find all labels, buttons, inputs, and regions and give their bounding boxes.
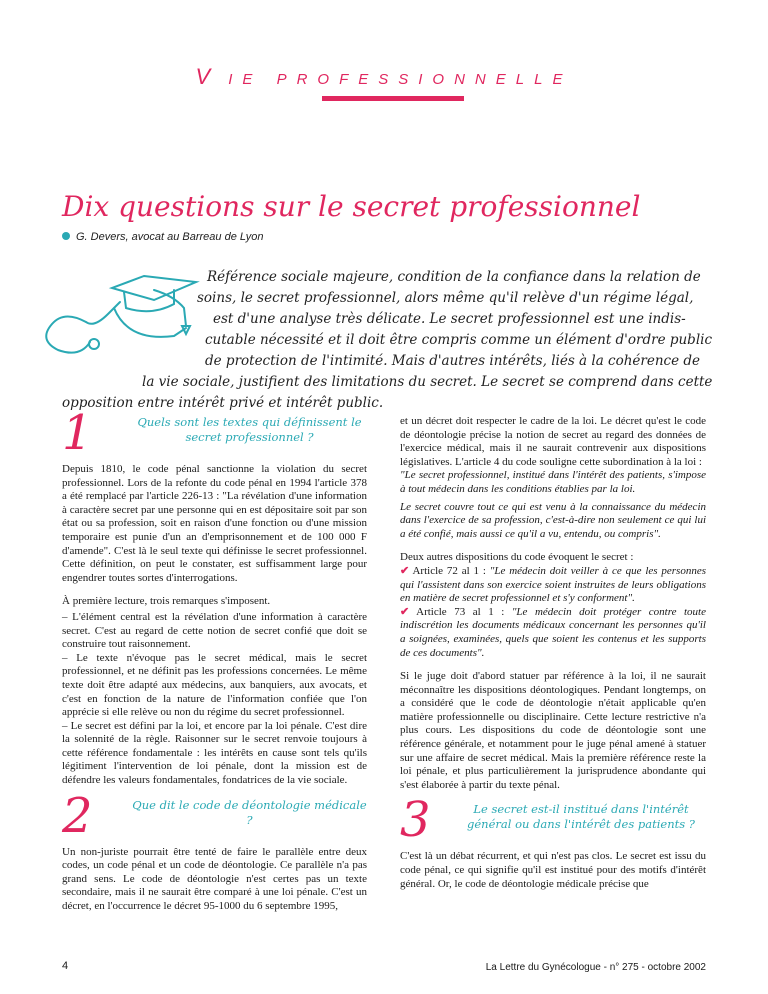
quote: Le secret couvre tout ce qui est venu à la connaissance du médecin dans l'exercice de sa profession, c'est-à-dire non seulement ce qui lui a été confié, mais aussi ce qu'il a vu, entendu, ou compris". xyxy=(400,500,706,540)
paragraph: Deux autres dispositions du code évoquent le secret : xyxy=(400,551,634,564)
lead-line-1: Référence sociale majeure, condition de la confiance dans la relation de xyxy=(207,269,701,285)
section-header xyxy=(0,64,768,90)
check-icon: ✔ xyxy=(400,564,410,577)
quote: "Le secret professionnel, institué dans l'intérêt des patients, s'impose à tout médecin dans les conditions établies par la loi. xyxy=(400,469,706,495)
article-label: Article 73 al 1 : xyxy=(416,605,505,618)
left-column xyxy=(62,405,367,924)
cap-stethoscope-icon xyxy=(24,262,204,372)
lead-line-2: soins, le secret professionnel, alors même qu'il relève d'un régime légal, xyxy=(197,290,694,306)
paragraph: – Le texte n'évoque pas le secret médical, mais le secret professionnel, et ne définit pas les professions concernées. Le même texte doit être adapté aux médecins, aux banquiers, aux avocats, et c'est en fonction de la nature de l'information confiée que l'on apprécie si elle relève ou non du régime du secret professionnel. xyxy=(62,651,367,719)
question-3 xyxy=(400,792,706,850)
article-text: "Le médecin doit veiller à ce que les personnes qui l'assistent dans son exercice soient instruites de leurs obligations en matière de secret professionnel et s'y conforment". xyxy=(400,564,706,605)
question-1 xyxy=(62,405,367,463)
article-label: Article 72 al 1 : xyxy=(412,564,486,577)
question-number: 1 xyxy=(62,405,93,461)
check-icon: ✔ xyxy=(400,605,410,618)
section-label: IE PROFESSIONNELLE xyxy=(228,71,573,88)
author-name: G. Devers, avocat au Barreau de Lyon xyxy=(76,231,264,243)
question-number: 3 xyxy=(400,792,431,849)
paragraph: – Le secret est défini par la loi, et encore par la loi pénale. C'est dire la solennité de la règle. Raisonner sur le secret renvoie toujours à cette référence fondamentale : les intérêts en cause sont tels qu'ils légitiment l'intervention de loi pénale, dont la mission est de défendre les valeurs fondamentales, fondatrices de la vie sociale. xyxy=(62,719,367,787)
question-title: Que dit le code de déontologie médicale ? xyxy=(132,797,367,827)
paragraph: C'est là un débat récurrent, et qui n'est pas clos. Le secret est issu du code pénal, ce qui signifie qu'il est institué pour des motifs d'intérêt général. Or, le code de déontologie médicale précise que xyxy=(400,850,706,890)
author-line xyxy=(62,231,264,243)
article-73 xyxy=(400,606,706,660)
lead-line-7: opposition entre intérêt privé et intérêt public. xyxy=(62,395,384,411)
publication-footer: La Lettre du Gynécologue - n° 275 - octobre 2002 xyxy=(485,962,706,973)
right-column xyxy=(400,415,706,901)
article-text: "Le médecin doit protéger contre toute indiscrétion les documents médicaux concernant les personnes qu'il a soignées, examinées, quels que soient les contenus et les supports de ces documents". xyxy=(400,605,706,659)
paragraph: – L'élément central est la révélation d'une information à caractère secret. C'est au regard de cette notion de secret confié que doit se construire tout raisonnement. xyxy=(62,610,367,651)
article-72 xyxy=(400,565,706,606)
paragraph: Un non-juriste pourrait être tenté de faire le parallèle entre deux codes, un code pénal et un code de déontologie. Ce parallèle n'a pas grand sens. Le code de déontologie n'est certes pas un texte secondaire, mais il ne saurait être comparé à une loi pénale. C'est un décret, en l'occurrence le décret 95-1000 du 6 septembre 1995, xyxy=(62,845,367,913)
question-2 xyxy=(62,787,367,846)
paragraph: À première lecture, trois remarques s'imposent. xyxy=(62,595,271,608)
lead-line-5: de protection de l'intimité. Mais d'autres intérêts, liés à la cohérence de xyxy=(205,353,701,369)
section-initial: V xyxy=(195,64,225,89)
question-title: Quels sont les textes qui définissent le secret professionnel ? xyxy=(137,415,362,444)
bullet-icon xyxy=(62,232,70,240)
paragraph: et un décret doit respecter le cadre de la loi. Le décret qu'est le code de déontologie précise la notion de secret au regard des données de l'exercice médical, mais il ne saurait contrevenir aux dispositions législatives. L'article 4 du code souligne cette subordination à la loi : xyxy=(400,415,706,468)
article-title: Dix questions sur le secret professionnel xyxy=(62,190,641,223)
lead-line-4: cutable nécessité et il doit être compris comme un élément d'ordre public xyxy=(205,332,713,348)
header-rule xyxy=(322,96,464,101)
paragraph: Si le juge doit d'abord statuer par référence à la loi, il ne saurait méconnaître les dispositions déontologiques. Pendant longtemps, on a considéré que le code de déontologie n'était applicable qu'en matière professionnelle ou disciplinaire. Cette lecture restrictive n'a plus cours. Les dispositions du code de déontologie sont une référence générale, et notamment pour le juge pénal amené à statuer sur une affaire de secret médical. Mais la première référence reste la loi pénale, et plus particulièrement la jurisprudence abondante qui s'est élaborée à partir du texte pénal. xyxy=(400,670,706,791)
lead-line-3: est d'une analyse très délicate. Le secret professionnel est une indis- xyxy=(213,311,686,327)
paragraph: Depuis 1810, le code pénal sanctionne la violation du secret professionnel. Lors de la refonte du code pénal en 1994 l'article 378 a été remplacé par l'article 226-13 : "La révélation d'une information à caractère secret par une personne qui en est dépositaire soit par son état ou sa profession, soit en raison d'une fonction ou d'une mission temporaire est punie d'un an d'emprisonnement et de 100 000 F d'amende". C'est là le seul texte qui définisse le secret professionnel. Cette définition, on peut le constater, est suffisamment large pour engendrer toutes sortes d'interrogations. xyxy=(62,463,367,584)
question-number: 2 xyxy=(62,787,93,844)
lead-line-6: la vie sociale, justifient des limitations du secret. Le secret se comprend dans cette xyxy=(142,374,713,390)
page-number: 4 xyxy=(62,960,69,972)
question-title: Le secret est-il institué dans l'intérêt général ou dans l'intérêt des patients ? xyxy=(467,802,695,832)
